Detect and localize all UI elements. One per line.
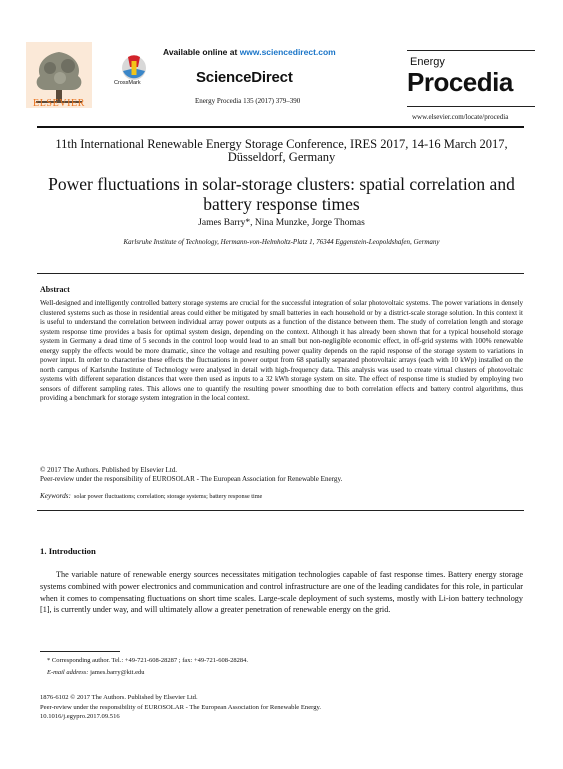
elsevier-wordmark: ELSEVIER [32,98,86,109]
journal-logo-procedia: Procedia [407,67,513,97]
abstract-body: Well-designed and intelligently controlled battery storage systems are crucial for the successful integration of solar photovoltaic systems. The power variations in densely clustered systems such as those in residential areas could either be mitigated by small batteries in each household or by a district-scale storage solution. In this context it is useful to understand the correlation between individual array power outputs as a function of the distance between them. The study of correlation length and storage system response time provides a basis for optimal system design, depending on the context. Although it has already been shown that for a typical household storage system in Germany a dead time of 5 seconds in the control loop would lead to an small but non-negligible economic effect, in off-grid systems with 100% renewable energy supply the effects would be more dramatic, since the voltage and resulting power quality depends on the rapid response of the storage system to variations in power input. In order to characterise these effects the fluctuations in power output from 68 spatially separated photovoltaic arrays (each with 10 kWp) installed on the north campus of Karlsruhe Institute of Technology were analysed in detail with high-frequency data. This analysis was used to create virtual clusters of photovoltaic systems with different separation distances that were then used as inputs to a 32 kWh storage system on site. The effect of response time is studied by employing two sensors of different sampling rates. This allows one to quantify the resulting power smoothing due to both correlation effects and battery control algorithms, thus providing a benchmark for storage system integration in the local context. [40,299,523,402]
copyright-block [40,466,523,485]
abstract-top-divider [37,273,524,274]
introduction-heading: 1. Introduction [40,546,96,556]
available-online-line [163,47,336,57]
peer-review-line: Peer-review under the responsibility of EUROSOLAR - The European Association for Renewable Energy. [40,475,343,484]
bottom-peer-review-line: Peer-review under the responsibility of EUROSOLAR - The European Association for Renewable Energy. [40,703,322,711]
copyright-line: © 2017 The Authors. Published by Elsevier Ltd. [40,466,178,474]
paper-title: Power fluctuations in solar-storage clusters: spatial correlation and battery response times [48,174,515,214]
paper-authors: James Barry*, Nina Munzke, Jorge Thomas [198,218,365,228]
conference-line: 11th International Renewable Energy Storage Conference, IRES 2017, 14-16 March 2017, Düsseldorf, Germany [55,137,508,164]
author-affiliation: Karlsruhe Institute of Technology, Hermann-von-Helmholtz-Platz 1, 76344 Eggenstein-Leopoldshafen, Germany [123,238,440,246]
journal-logo-energy: Energy [410,56,445,68]
keywords-text: solar power fluctuations; correlation; storage systems; battery response time [73,493,263,500]
abstract-heading: Abstract [40,285,70,294]
journal-citation: Energy Procedia 135 (2017) 379–390 [195,97,301,105]
keywords-label: Keywords: [40,492,71,500]
email-label: E-mail address: [47,669,89,676]
email-line [47,667,248,679]
abstract-bottom-divider [37,510,524,511]
keywords-line [40,492,523,500]
introduction-body: The variable nature of renewable energy sources necessitates mitigation technologies capable of fast response times. Battery energy storage systems combined with power electronics and communication and control infrastructure are one of the leading candidates for this role, in particular when it comes to compensating fluctuations on short time scales. Large-scale deployment of such systems, mostly with Li-ion battery technology [1], is currently under way, and will ultimately allow a greater penetration of renewable energy on the grid. [40,570,523,615]
footnote-divider [40,651,120,652]
journal-url[interactable]: www.elsevier.com/locate/procedia [412,113,509,121]
footnote-block [47,655,248,679]
doi-line[interactable]: 10.1016/j.egypro.2017.09.516 [40,713,120,720]
sciencedirect-link[interactable]: www.sciencedirect.com [239,47,336,57]
platform-title: ScienceDirect [196,69,293,86]
bottom-notes [40,693,523,722]
header-divider [37,126,524,128]
corresponding-author: * Corresponding author. Tel.: +49-721-608-28287 ; fax: +49-721-608-28284. [47,657,249,664]
email-address[interactable]: james.barry@kit.edu [90,669,145,676]
available-prefix: Available online at [163,47,240,57]
crossmark-label: CrossMark [114,80,141,86]
issn-line: 1876-6102 © 2017 The Authors. Published by Elsevier Ltd. [40,694,198,701]
